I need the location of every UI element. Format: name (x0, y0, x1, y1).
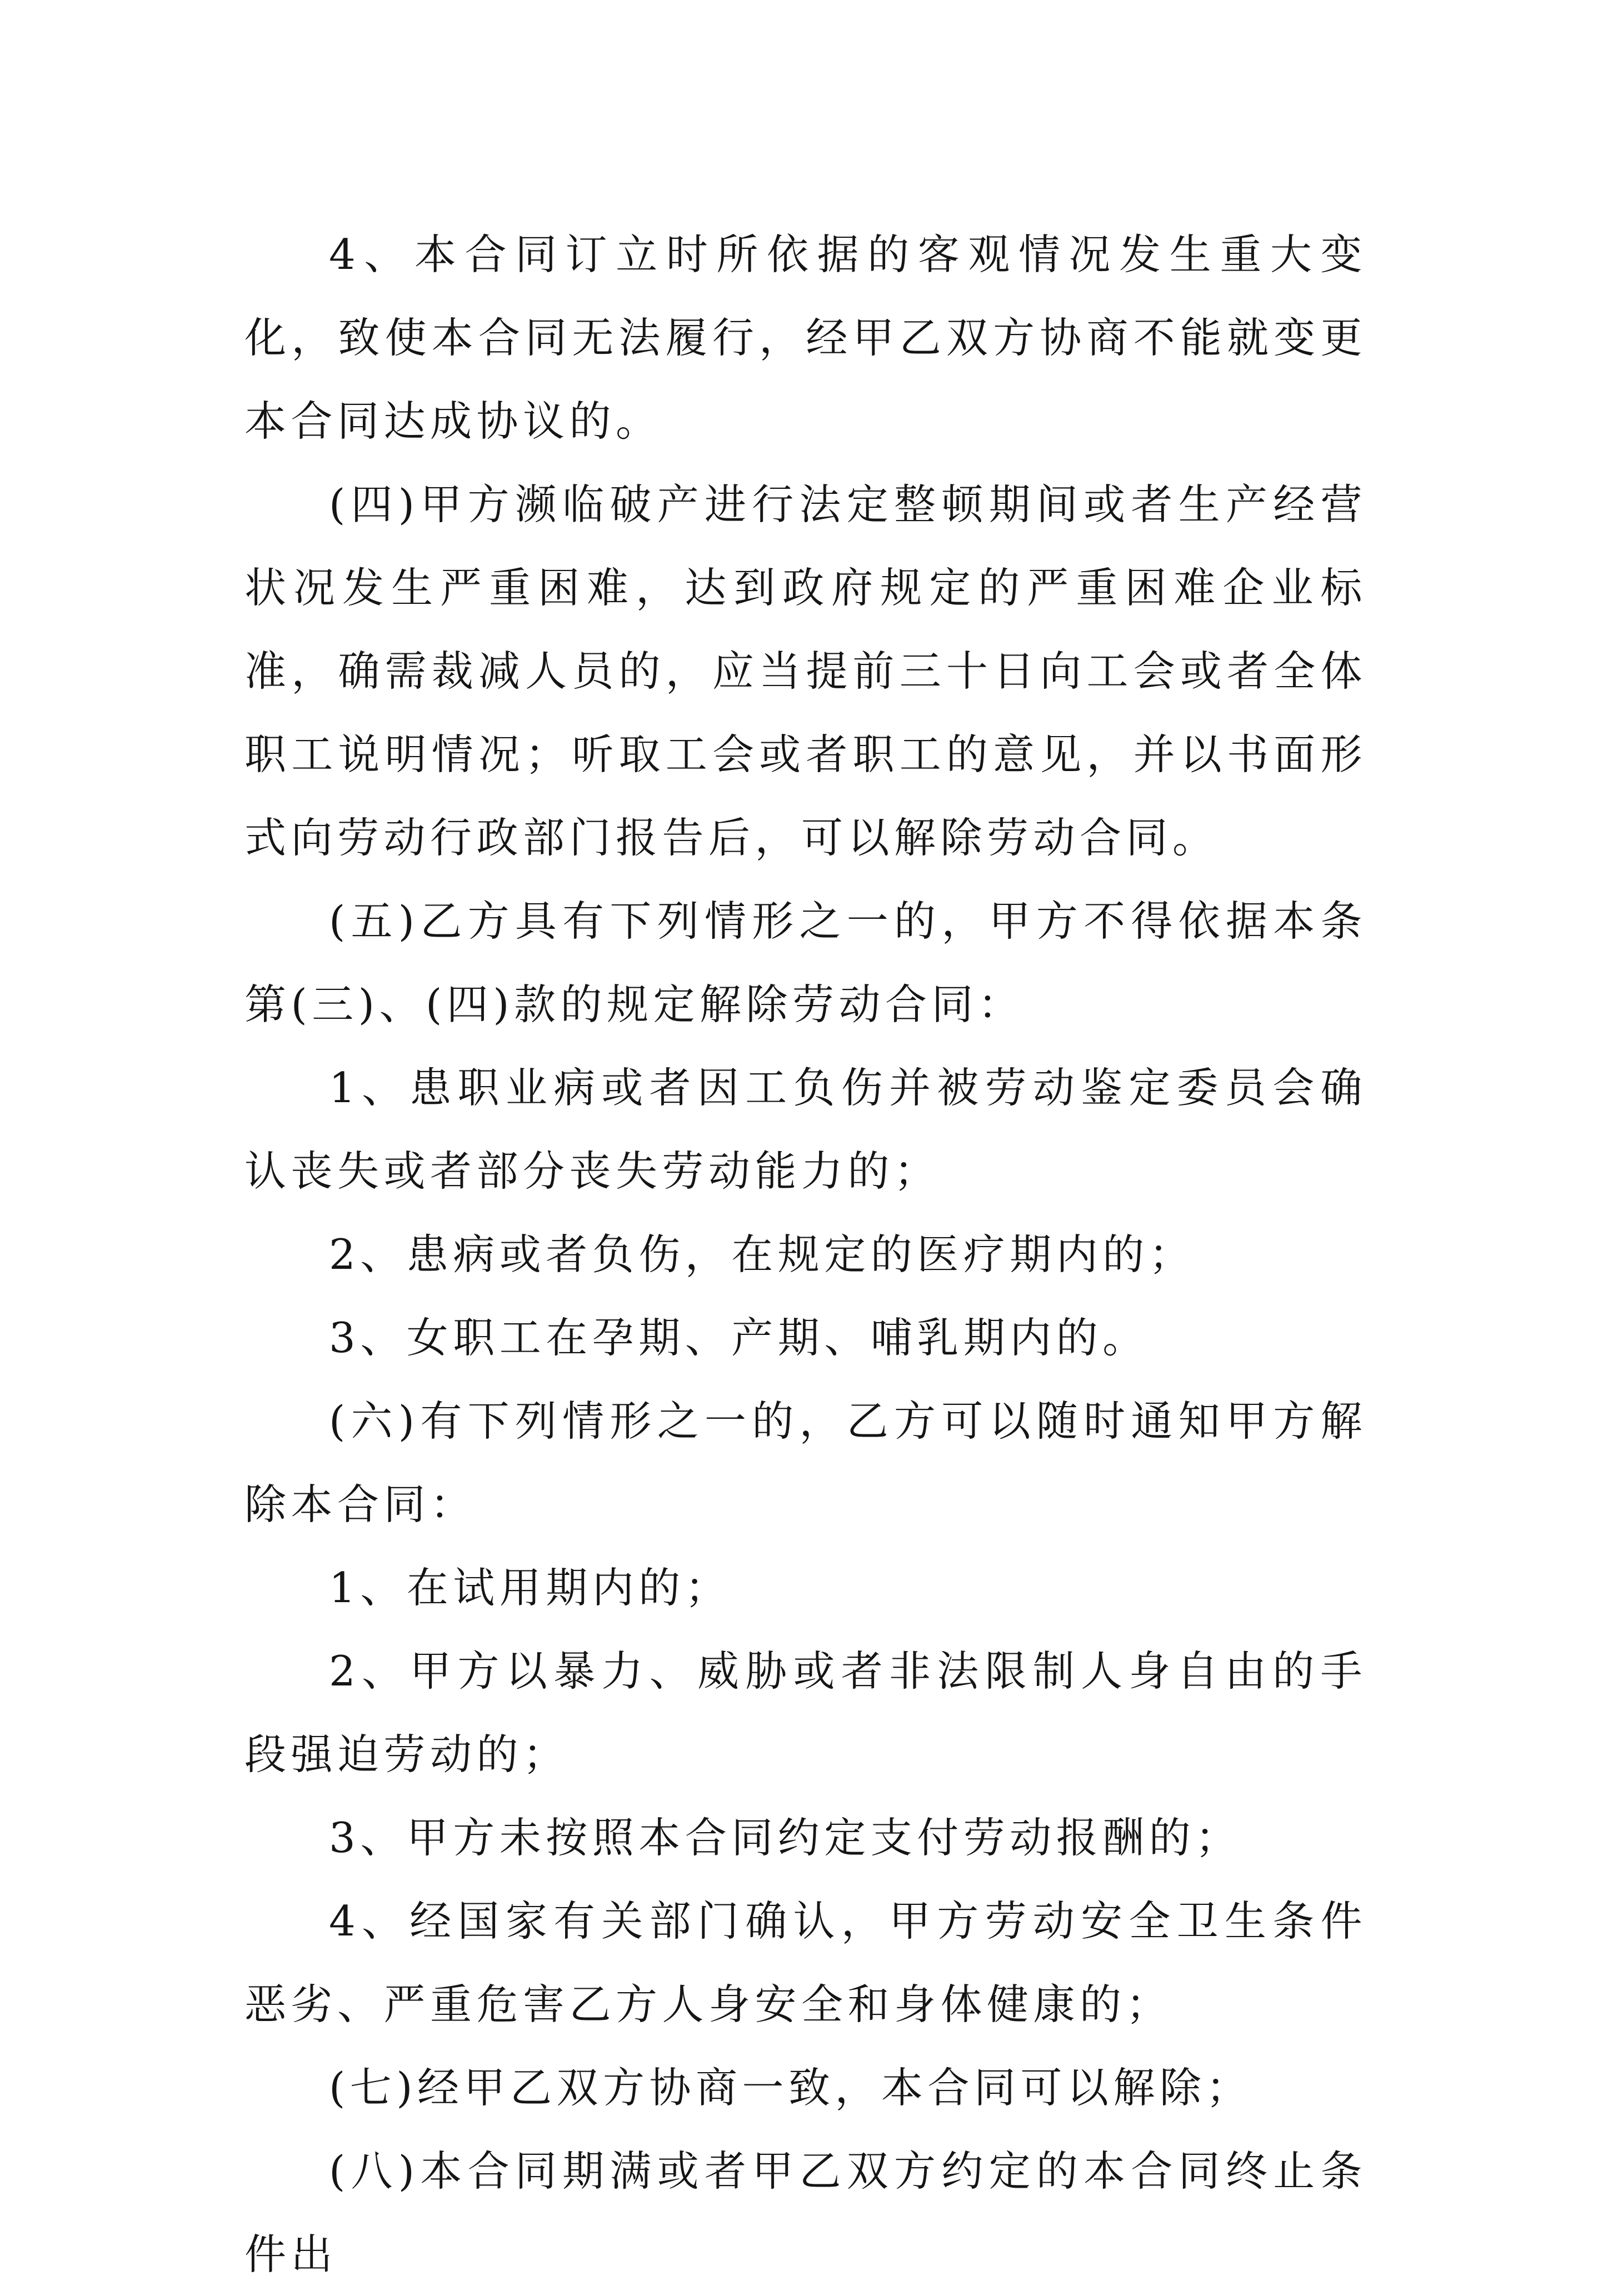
paragraph-section-8-expiry: (八)本合同期满或者甲乙双方约定的本合同终止条件出 (244, 2147, 1367, 2279)
paragraph-section-6-employee-termination: (六)有下列情形之一的，乙方可以随时通知甲方解除本合同： (244, 1397, 1367, 1529)
paragraph-protection-2-illness: 2、患病或者负伤，在规定的医疗期内的； (329, 1230, 1196, 1279)
paragraph-section-5-protections: (五)乙方具有下列情形之一的，甲方不得依据本条第(三)、(四)款的规定解除劳动合同： (244, 897, 1367, 1029)
paragraph-section-4-layoffs: (四)甲方濒临破产进行法定整顿期间或者生产经营状况发生严重困难，达到政府规定的严重困难企业标准，确需裁减人员的，应当提前三十日向工会或者全体职工说明情况；听取工会或者职工的意见，并以书面形式向劳动行政部门报告后，可以解除劳动合同。 (244, 480, 1367, 862)
paragraph-protection-1-occupational-disease: 1、患职业病或者因工负伤并被劳动鉴定委员会确认丧失或者部分丧失劳动能力的； (244, 1063, 1367, 1195)
paragraph-protection-3-female-staff: 3、女职工在孕期、产期、哺乳期内的。 (329, 1313, 1149, 1362)
paragraph-item-4-unsafe-conditions: 4、经国家有关部门确认，甲方劳动安全卫生条件恶劣、严重危害乙方人身安全和身体健康的； (244, 1897, 1367, 2029)
paragraph-section-7-mutual-agreement: (七)经甲乙双方协商一致，本合同可以解除； (329, 2063, 1253, 2112)
paragraph-item-2-forced-labor: 2、甲方以暴力、威胁或者非法限制人身自由的手段强迫劳动的； (244, 1647, 1367, 1779)
document-body (244, 213, 1367, 2296)
paragraph-item-1-probation: 1、在试用期内的； (329, 1563, 732, 1612)
paragraph-item-3-unpaid-wages: 3、甲方未按照本合同约定支付劳动报酬的； (329, 1813, 1242, 1862)
paragraph-clause-4-objective-change: 4、本合同订立时所依据的客观情况发生重大变化，致使本合同无法履行，经甲乙双方协商不能就变更本合同达成协议的。 (244, 230, 1367, 446)
